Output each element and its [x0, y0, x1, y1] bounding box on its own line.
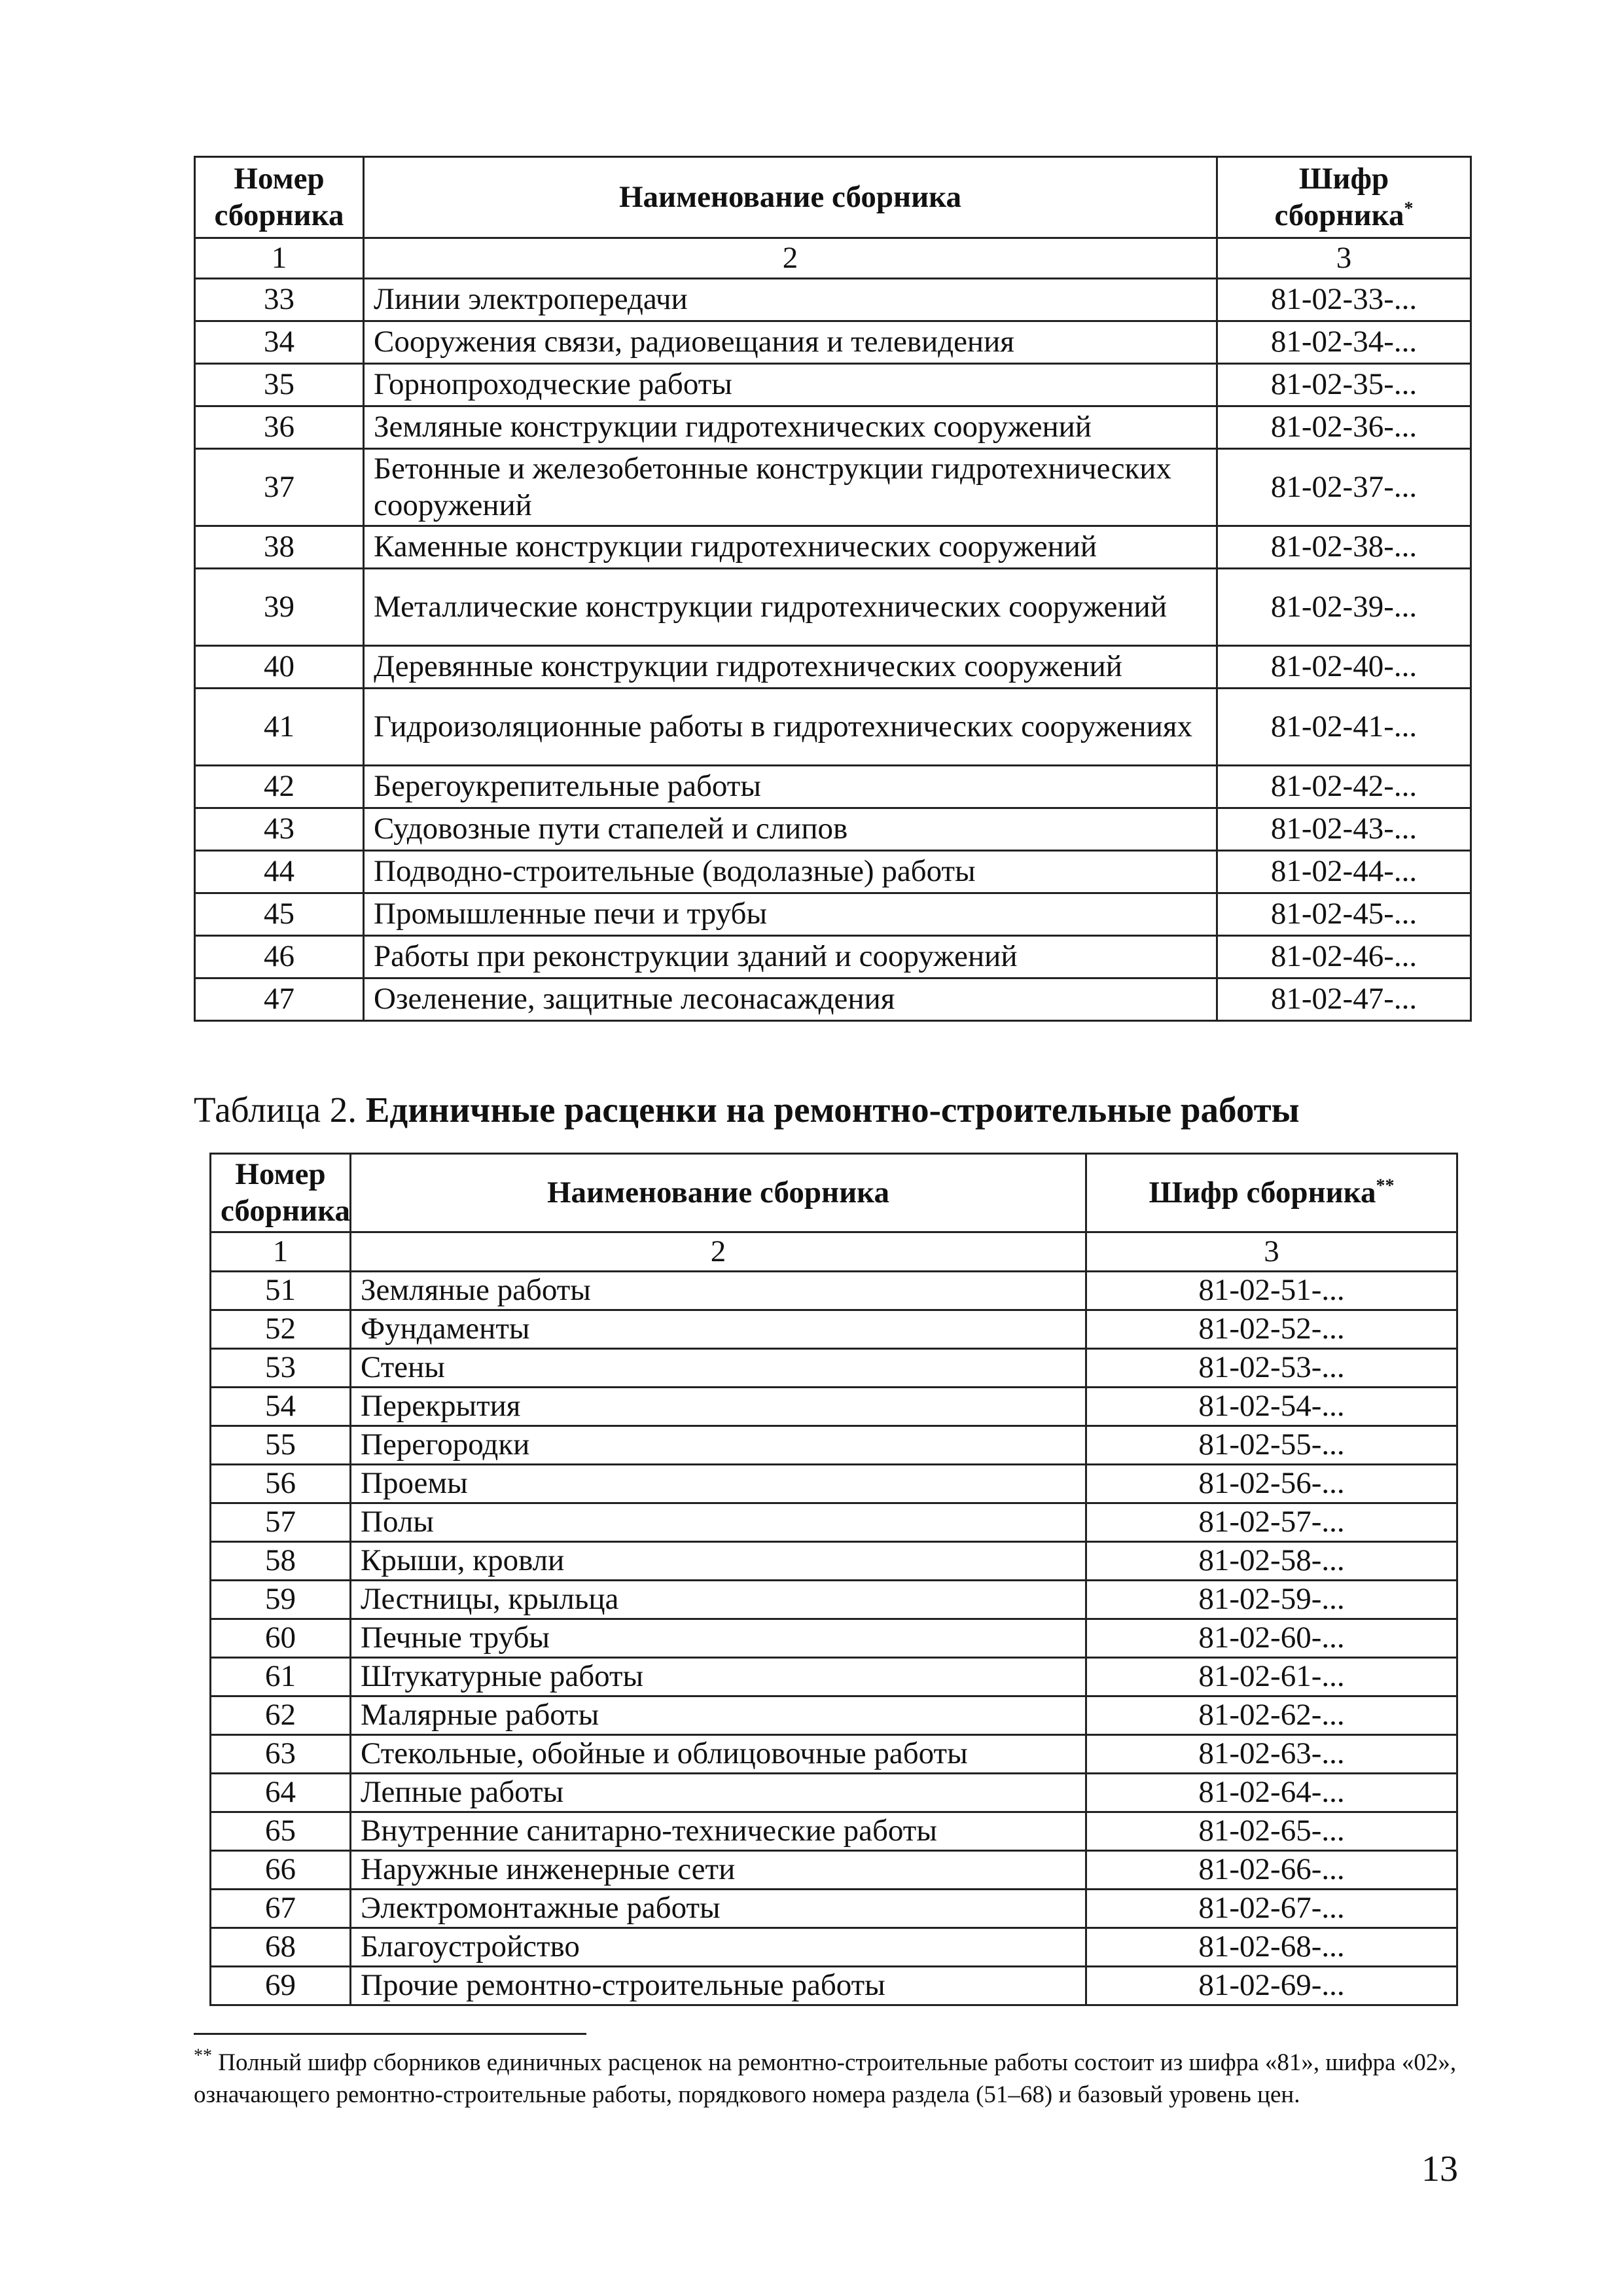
collection-name-cell: Печные трубы: [351, 1619, 1086, 1658]
table-row: [195, 526, 1471, 569]
collection-name-cell: Перекрытия: [351, 1388, 1086, 1426]
collection-code-cell: 81-02-39-...: [1217, 569, 1471, 646]
collection-name-cell: Работы при реконструкции зданий и сооружений: [364, 936, 1217, 978]
collection-code-cell: 81-02-66-...: [1086, 1851, 1457, 1890]
table-row: [211, 1735, 1457, 1774]
column-number: 2: [364, 238, 1217, 279]
collection-code-cell: 81-02-33-...: [1217, 279, 1471, 321]
collection-number-cell: 56: [211, 1465, 351, 1503]
column-number: 1: [195, 238, 364, 279]
collection-name-cell: Судовозные пути стапелей и слипов: [364, 808, 1217, 851]
table-row: [211, 1812, 1457, 1851]
collection-code-cell: 81-02-55-...: [1086, 1426, 1457, 1465]
collection-code-cell: 81-02-43-...: [1217, 808, 1471, 851]
header-collection-name: Наименование сборника: [364, 157, 1217, 238]
header-collection-number: Номер сборника: [195, 157, 364, 238]
collection-name-cell: Штукатурные работы: [351, 1658, 1086, 1696]
header-collection-code: [1086, 1154, 1457, 1232]
collection-number-cell: 34: [195, 321, 364, 364]
collection-name-cell: Электромонтажные работы: [351, 1890, 1086, 1928]
collections-table-2: [209, 1153, 1458, 2006]
collection-number-cell: 36: [195, 406, 364, 449]
table-row: [195, 646, 1471, 689]
table-row: [195, 851, 1471, 893]
collection-code-cell: 81-02-34-...: [1217, 321, 1471, 364]
table-row: [211, 1465, 1457, 1503]
collection-name-cell: Металлические конструкции гидротехнических сооружений: [364, 569, 1217, 646]
table-row: [211, 1928, 1457, 1967]
collection-number-cell: 63: [211, 1735, 351, 1774]
collection-name-cell: Деревянные конструкции гидротехнических сооружений: [364, 646, 1217, 689]
collection-number-cell: 41: [195, 689, 364, 766]
table-row: [195, 936, 1471, 978]
collection-name-cell: Благоустройство: [351, 1928, 1086, 1967]
header-collection-code: [1217, 157, 1471, 238]
collection-number-cell: 45: [195, 893, 364, 936]
table-header-row: [195, 157, 1471, 238]
table-row: [211, 1503, 1457, 1542]
column-number: 3: [1086, 1232, 1457, 1272]
collection-number-cell: 69: [211, 1967, 351, 2005]
collection-name-cell: Полы: [351, 1503, 1086, 1542]
table-row: [211, 1774, 1457, 1812]
collection-number-cell: 67: [211, 1890, 351, 1928]
collection-code-cell: 81-02-45-...: [1217, 893, 1471, 936]
table-header-row: [211, 1154, 1457, 1232]
collection-name-cell: Бетонные и железобетонные конструкции гидротехнических сооружений: [364, 449, 1217, 526]
header-collection-name: Наименование сборника: [351, 1154, 1086, 1232]
column-numbering-row: [211, 1232, 1457, 1272]
footnote: [194, 2047, 1470, 2111]
collection-name-cell: Стекольные, обойные и облицовочные работы: [351, 1735, 1086, 1774]
header-code-line1: Шифр: [1298, 162, 1389, 196]
collection-code-cell: 81-02-38-...: [1217, 526, 1471, 569]
table-body: [211, 1272, 1457, 2005]
collection-code-cell: 81-02-47-...: [1217, 978, 1471, 1021]
collection-number-cell: 42: [195, 766, 364, 808]
footnote-mark: **: [1376, 1175, 1395, 1196]
header-collection-number: Номер сборника: [211, 1154, 351, 1232]
footnote-text: Полный шифр сборников единичных расценок на ремонтно-строительные работы состоит из шифра «81», шифра «02», означающего ремонтно-строительные работы, порядкового номера раздела (51–68) и базовый уровень цен.: [194, 2049, 1457, 2108]
collection-code-cell: 81-02-63-...: [1086, 1735, 1457, 1774]
table-row: [195, 406, 1471, 449]
table-row: [195, 808, 1471, 851]
collection-number-cell: 60: [211, 1619, 351, 1658]
collection-name-cell: Сооружения связи, радиовещания и телевидения: [364, 321, 1217, 364]
collection-number-cell: 51: [211, 1272, 351, 1310]
column-numbering-row: [195, 238, 1471, 279]
table-row: [211, 1658, 1457, 1696]
table-row: [195, 449, 1471, 526]
collection-name-cell: Берегоукрепительные работы: [364, 766, 1217, 808]
table-row: [211, 1696, 1457, 1735]
collection-number-cell: 47: [195, 978, 364, 1021]
collection-name-cell: Фундаменты: [351, 1310, 1086, 1349]
collection-number-cell: 33: [195, 279, 364, 321]
collection-code-cell: 81-02-56-...: [1086, 1465, 1457, 1503]
footnote-mark: *: [1404, 198, 1414, 219]
table-row: [195, 279, 1471, 321]
collection-code-cell: 81-02-37-...: [1217, 449, 1471, 526]
collection-code-cell: 81-02-57-...: [1086, 1503, 1457, 1542]
collection-code-cell: 81-02-58-...: [1086, 1542, 1457, 1581]
collection-number-cell: 53: [211, 1349, 351, 1388]
collection-number-cell: 37: [195, 449, 364, 526]
collection-number-cell: 43: [195, 808, 364, 851]
table-row: [195, 569, 1471, 646]
collection-number-cell: 68: [211, 1928, 351, 1967]
caption-prefix: Таблица 2.: [194, 1090, 357, 1130]
header-code-line2: сборника: [1274, 198, 1404, 232]
collection-number-cell: 59: [211, 1581, 351, 1619]
collection-name-cell: Проемы: [351, 1465, 1086, 1503]
collection-code-cell: 81-02-46-...: [1217, 936, 1471, 978]
collection-name-cell: Прочие ремонтно-строительные работы: [351, 1967, 1086, 2005]
collection-code-cell: 81-02-36-...: [1217, 406, 1471, 449]
collection-number-cell: 65: [211, 1812, 351, 1851]
collection-number-cell: 46: [195, 936, 364, 978]
table-row: [211, 1581, 1457, 1619]
table-row: [195, 766, 1471, 808]
collection-code-cell: 81-02-52-...: [1086, 1310, 1457, 1349]
collection-name-cell: Земляные конструкции гидротехнических сооружений: [364, 406, 1217, 449]
collection-number-cell: 54: [211, 1388, 351, 1426]
collection-code-cell: 81-02-64-...: [1086, 1774, 1457, 1812]
header-code-label: Шифр сборника: [1149, 1175, 1376, 1210]
collection-code-cell: 81-02-60-...: [1086, 1619, 1457, 1658]
collection-code-cell: 81-02-68-...: [1086, 1928, 1457, 1967]
collection-number-cell: 66: [211, 1851, 351, 1890]
collection-code-cell: 81-02-54-...: [1086, 1388, 1457, 1426]
collection-number-cell: 40: [195, 646, 364, 689]
collection-number-cell: 44: [195, 851, 364, 893]
collection-code-cell: 81-02-44-...: [1217, 851, 1471, 893]
collection-name-cell: Лестницы, крыльца: [351, 1581, 1086, 1619]
table-row: [211, 1349, 1457, 1388]
table-caption: [194, 1089, 1300, 1130]
table-row: [195, 321, 1471, 364]
table-row: [195, 364, 1471, 406]
collection-name-cell: Крыши, кровли: [351, 1542, 1086, 1581]
footnote-mark: **: [194, 2045, 212, 2066]
collection-name-cell: Внутренние санитарно-технические работы: [351, 1812, 1086, 1851]
table-row: [211, 1426, 1457, 1465]
collection-name-cell: Перегородки: [351, 1426, 1086, 1465]
collection-code-cell: 81-02-67-...: [1086, 1890, 1457, 1928]
page-number: 13: [1421, 2149, 1458, 2189]
collection-number-cell: 38: [195, 526, 364, 569]
collection-name-cell: Гидроизоляционные работы в гидротехнических сооружениях: [364, 689, 1217, 766]
collection-code-cell: 81-02-40-...: [1217, 646, 1471, 689]
collection-name-cell: Лепные работы: [351, 1774, 1086, 1812]
table-body: [195, 279, 1471, 1021]
collection-number-cell: 52: [211, 1310, 351, 1349]
collection-name-cell: Земляные работы: [351, 1272, 1086, 1310]
collection-code-cell: 81-02-69-...: [1086, 1967, 1457, 2005]
column-number: 1: [211, 1232, 351, 1272]
collection-name-cell: Горнопроходческие работы: [364, 364, 1217, 406]
table-row: [211, 1967, 1457, 2005]
footnote-separator: [194, 2033, 586, 2035]
table-row: [195, 893, 1471, 936]
collection-number-cell: 58: [211, 1542, 351, 1581]
collection-name-cell: Стены: [351, 1349, 1086, 1388]
collection-code-cell: 81-02-53-...: [1086, 1349, 1457, 1388]
table-row: [211, 1890, 1457, 1928]
collection-code-cell: 81-02-41-...: [1217, 689, 1471, 766]
collection-name-cell: Промышленные печи и трубы: [364, 893, 1217, 936]
collection-name-cell: Малярные работы: [351, 1696, 1086, 1735]
table-row: [195, 978, 1471, 1021]
table-row: [211, 1272, 1457, 1310]
collection-code-cell: 81-02-62-...: [1086, 1696, 1457, 1735]
table-row: [211, 1619, 1457, 1658]
caption-title: Единичные расценки на ремонтно-строительные работы: [365, 1090, 1300, 1130]
collection-number-cell: 61: [211, 1658, 351, 1696]
collection-code-cell: 81-02-35-...: [1217, 364, 1471, 406]
collection-code-cell: 81-02-59-...: [1086, 1581, 1457, 1619]
table-row: [211, 1542, 1457, 1581]
collection-name-cell: Подводно-строительные (водолазные) работы: [364, 851, 1217, 893]
collections-table-1: [194, 156, 1472, 1022]
collection-number-cell: 55: [211, 1426, 351, 1465]
table-row: [195, 689, 1471, 766]
column-number: 3: [1217, 238, 1471, 279]
column-number: 2: [351, 1232, 1086, 1272]
collection-number-cell: 64: [211, 1774, 351, 1812]
table-row: [211, 1851, 1457, 1890]
collection-number-cell: 35: [195, 364, 364, 406]
collection-name-cell: Линии электропередачи: [364, 279, 1217, 321]
collection-code-cell: 81-02-42-...: [1217, 766, 1471, 808]
table-row: [211, 1388, 1457, 1426]
collection-number-cell: 62: [211, 1696, 351, 1735]
collection-number-cell: 57: [211, 1503, 351, 1542]
collection-name-cell: Каменные конструкции гидротехнических сооружений: [364, 526, 1217, 569]
collection-name-cell: Озеленение, защитные лесонасаждения: [364, 978, 1217, 1021]
collection-name-cell: Наружные инженерные сети: [351, 1851, 1086, 1890]
collection-code-cell: 81-02-61-...: [1086, 1658, 1457, 1696]
collection-number-cell: 39: [195, 569, 364, 646]
collection-code-cell: 81-02-51-...: [1086, 1272, 1457, 1310]
table-row: [211, 1310, 1457, 1349]
collection-code-cell: 81-02-65-...: [1086, 1812, 1457, 1851]
